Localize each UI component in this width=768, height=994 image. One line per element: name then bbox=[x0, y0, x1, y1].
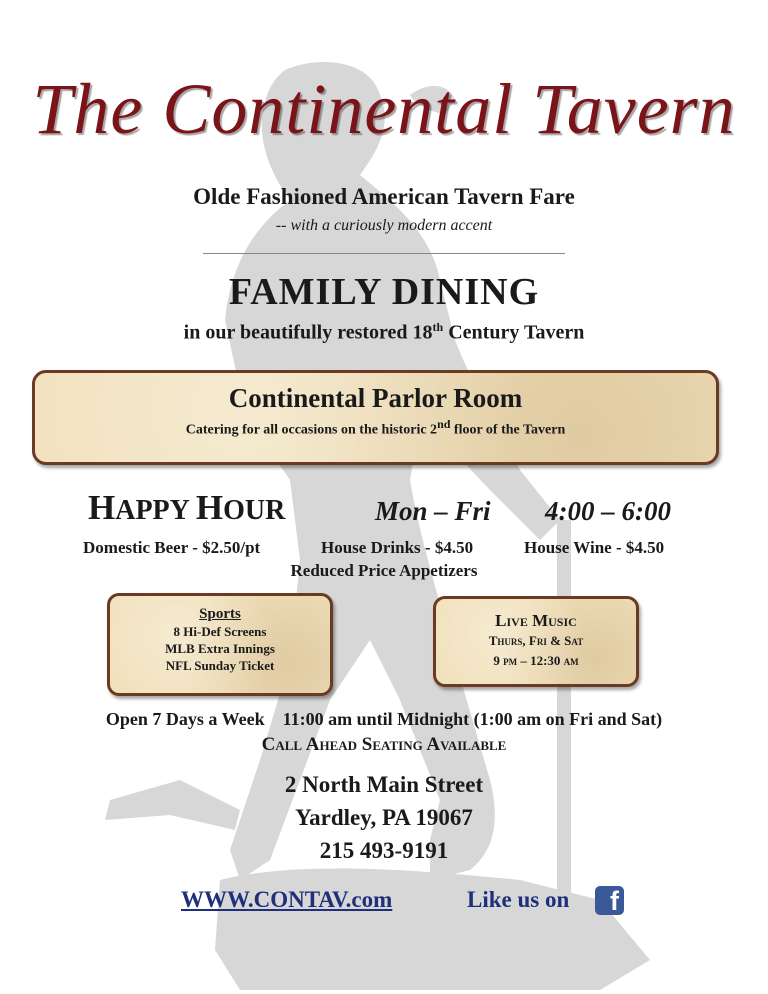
live-music-heading: Live Music bbox=[495, 611, 577, 630]
tagline: Olde Fashioned American Tavern Fare bbox=[193, 184, 575, 209]
happy-hour-days: Mon – Fri bbox=[375, 496, 491, 526]
sports-item: 8 Hi-Def Screens bbox=[173, 624, 267, 639]
live-music-hours: 9 pm – 12:30 am bbox=[493, 653, 579, 668]
facebook-icon[interactable]: f bbox=[595, 886, 624, 915]
special-house-wine: House Wine - $4.50 bbox=[524, 538, 665, 557]
restored-tavern-line: in our beautifully restored 18th Century Tavern bbox=[183, 320, 585, 344]
parlor-room-description: Catering for all occasions on the historic 2nd floor of the Tavern bbox=[185, 417, 566, 438]
sports-item: NFL Sunday Ticket bbox=[165, 658, 275, 673]
call-ahead-seating: Call Ahead Seating Available bbox=[261, 734, 507, 755]
like-us-text: Like us on bbox=[467, 887, 570, 912]
sports-heading: Sports bbox=[199, 606, 241, 622]
tavern-title: The Continental Tavern bbox=[32, 69, 736, 149]
parlor-room-title: Continental Parlor Room bbox=[228, 383, 523, 413]
happy-hour-title: HAPPY HOUR bbox=[88, 488, 286, 527]
sports-item: MLB Extra Innings bbox=[165, 641, 275, 656]
phone-number: 215 493-9191 bbox=[319, 838, 449, 863]
accent-line: -- with a curiously modern accent bbox=[275, 217, 493, 234]
live-music-days: Thurs, Fri & Sat bbox=[488, 633, 584, 648]
family-dining-heading: FAMILY DINING bbox=[228, 271, 540, 313]
city-state-zip: Yardley, PA 19067 bbox=[295, 805, 473, 830]
happy-hour-time: 4:00 – 6:00 bbox=[545, 496, 671, 526]
website-link[interactable]: WWW.CONTAV.com bbox=[181, 887, 393, 912]
parlor-room-banner bbox=[32, 370, 719, 465]
special-domestic-beer: Domestic Beer - $2.50/pt bbox=[83, 538, 261, 557]
live-music-box bbox=[433, 596, 639, 687]
reduced-appetizers: Reduced Price Appetizers bbox=[290, 561, 478, 580]
divider bbox=[203, 253, 565, 254]
special-house-drinks: House Drinks - $4.50 bbox=[321, 538, 474, 557]
street-address: 2 North Main Street bbox=[284, 772, 484, 797]
opening-hours: Open 7 Days a Week 11:00 am until Midnight (1:00 am on Fri and Sat) bbox=[105, 709, 663, 729]
sports-box bbox=[107, 593, 333, 696]
